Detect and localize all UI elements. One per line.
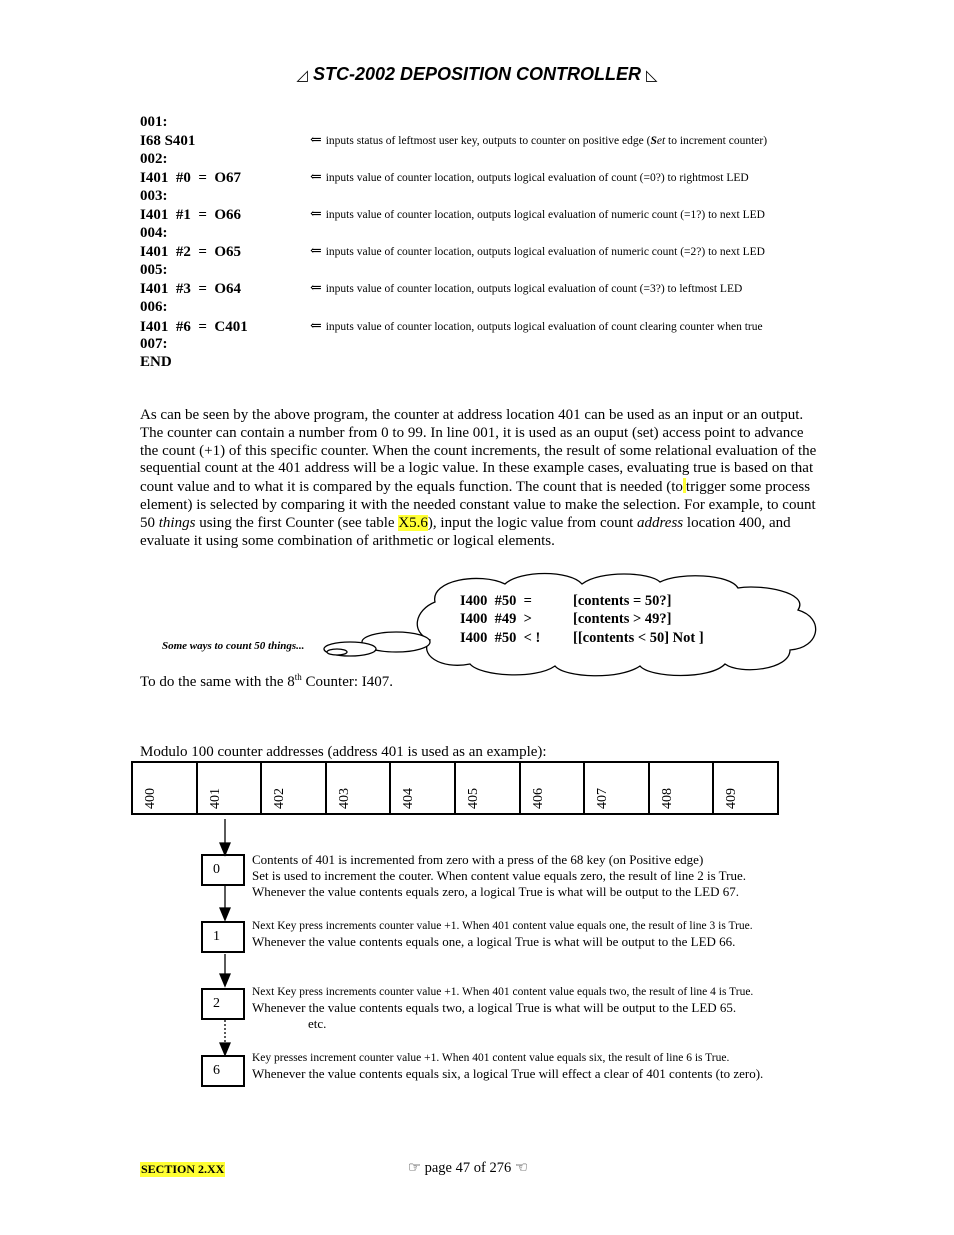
step-description: Key presses increment counter value +1. When 401 content value equals six, the result of line 6 is True. Whenever the value contents equals six, a logical True will effect a clear of 401 contents (to zero). [252,1052,764,1081]
line-number: 005: [140,262,168,278]
modulo-title: Modulo 100 counter addresses (address 401 is used as an example): [140,744,547,760]
cloud-caption: Some ways to count 50 things... [162,640,305,652]
left-arrow-icon: ⇐ [310,319,322,334]
code-line: I401 #2 = O65 [140,244,242,260]
line-number: 001: [140,114,168,130]
cloud-desc: [[contents < 50] Not ] [573,630,704,646]
step-description: Contents of 401 is incremented from zero with a press of the 68 key (on Positive edge) Set is used to increment the couter. When content value equals zero, the result of line 2 is True. Whenever the value contents equals zero, a logical True is what will be output to the LED 67. [252,852,746,899]
code-line: END [140,354,172,370]
code-line: I401 #6 = C401 [140,319,248,335]
address-cell: 400 [133,763,198,813]
step-description: Next Key press increments counter value +1. When 401 content value equals one, the result of line 3 is True. Whenever the value contents equals one, a logical True is what will be output to the LED 66. [252,920,753,949]
page-title: STC-2002 DEPOSITION CONTROLLER [312,64,642,84]
cloud-code: I400 #49 > [460,611,532,627]
code-comment: ⇐ inputs value of counter location, outputs logical evaluation of numeric count (=1?) to next LED [310,207,765,222]
address-cell: 409 [724,788,740,809]
code-line: I68 S401 [140,133,196,149]
eighth-counter-note: To do the same with the 8th Counter: I407. [140,672,394,690]
address-cell: 402 [262,763,327,813]
section-label: SECTION 2.XX [141,1162,225,1176]
corner-left-icon: ◿ [296,67,308,84]
address-cell: 405 [456,763,521,813]
address-cell: 403 [327,763,392,813]
count-box: 6 [201,1055,245,1087]
line-number: 002: [140,151,168,167]
line-number: 006: [140,299,168,315]
address-cell: 408 [650,763,715,813]
cloud-code: I400 #50 = [460,593,532,609]
line-number: 003: [140,188,168,204]
code-comment: ⇐ inputs value of counter location, outputs logical evaluation of numeric count (=2?) to next LED [310,244,765,259]
count-box: 2 [201,988,245,1020]
address-cell: 401 [198,763,263,813]
code-comment: ⇐ inputs value of counter location, outputs logical evaluation of count (=3?) to leftmost LED [310,281,743,296]
page-header [0,64,954,85]
address-cell: 404 [391,763,456,813]
cloud-desc: [contents = 50?] [573,593,672,609]
cloud-desc: [contents > 49?] [573,611,672,627]
line-number: 004: [140,225,168,241]
code-line: I401 #0 = O67 [140,170,242,186]
body-paragraph: As can be seen by the above program, the counter at address location 401 can be used as an input or an output. The counter can contain a number from 0 to 99. In line 001, it is used as an ouput (set) access point to advance the count (+1) of this specific counter. When the count increments, the result of some relational evaluation of the sequential count at the 401 address will be a logic value. In these example cases, evaluating true is based on that count value and to what it is compared by the equals function. The count that is needed (to trigger some process element) is selected by comparing it with the needed constant value to make the selection. For example, to count 50 things using the first Counter (see table X5.6), input the logic value from count address location 400, and evaluate it using some combination of arithmetic or logical elements. [140,407,817,549]
line-number: 007: [140,336,168,352]
step-description: Next Key press increments counter value +1. When 401 content value equals two, the result of line 4 is True. Whenever the value contents equals two, a logical True is what will be output to the LED 65. etc. [252,986,754,1031]
code-comment: ⇐ inputs value of counter location, outputs logical evaluation of count (=0?) to rightmost LED [310,170,749,185]
left-arrow-icon: ⇐ [310,207,322,222]
left-arrow-icon: ⇐ [310,281,322,296]
left-arrow-icon: ⇐ [310,244,322,259]
address-cell: 407 [585,763,650,813]
code-comment: ⇐ inputs value of counter location, outputs logical evaluation of count clearing counter when true [310,319,763,334]
corner-right-icon: ◺ [646,67,658,84]
count-box: 1 [201,921,245,953]
address-row [131,761,779,815]
code-comment: ⇐ inputs status of leftmost user key, outputs to counter on positive edge (Set to increment counter) [310,133,768,148]
code-line: I401 #1 = O66 [140,207,242,223]
address-cell: 406 [521,763,586,813]
count-box: 0 [201,854,245,886]
left-arrow-icon: ⇐ [310,170,322,185]
left-arrow-icon: ⇐ [310,133,322,148]
code-line: I401 #3 = O64 [140,281,242,297]
page-number: ☞ page 47 of 276 ☜ [408,1160,528,1176]
cloud-code: I400 #50 < ! [460,630,541,646]
table-reference[interactable]: X5.6 [398,514,428,531]
